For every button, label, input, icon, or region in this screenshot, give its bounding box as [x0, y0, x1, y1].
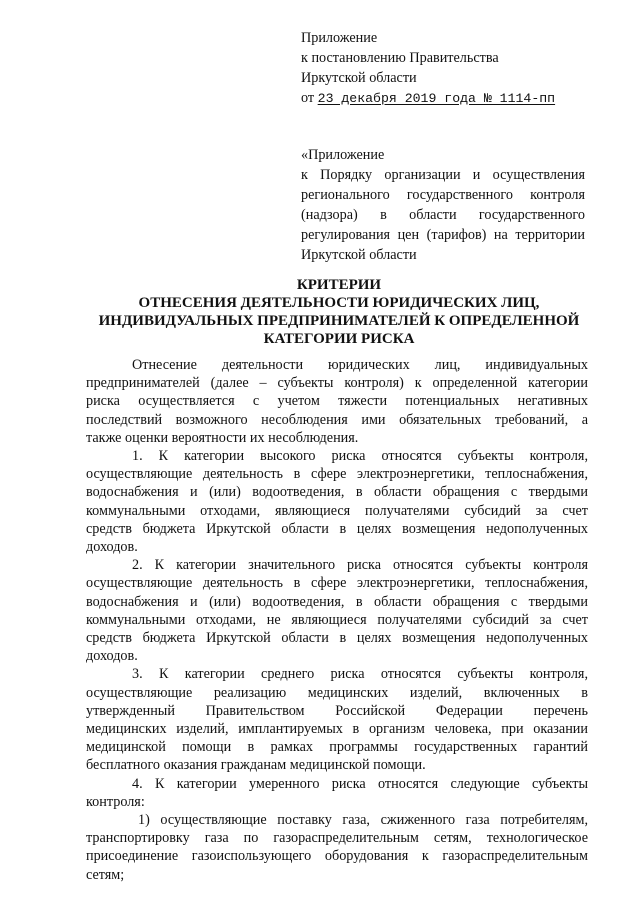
document-body: [86, 356, 588, 884]
appendix2-line: к Порядку организации и осуществления: [301, 167, 585, 183]
title-line: КАТЕГОРИИ РИСКА: [263, 331, 415, 347]
appendix-line: Приложение: [301, 30, 378, 46]
text-line: водоснабжения и (или) водоотведения, в области обращения с твердыми: [86, 484, 588, 501]
text-line: предпринимателей (далее – субъекты контроля) к определенной категории: [86, 375, 588, 392]
paragraph-intro: [86, 356, 588, 447]
text-line: присоединение газоиспользующего оборудования к газораспределительным: [86, 848, 588, 865]
text-line: доходов.: [86, 648, 138, 665]
text-line: осуществляющие реализацию медицинских изделий, включенных в: [86, 684, 588, 701]
document-title: [86, 276, 592, 348]
appendix2-line: (надзора) в области государственного: [301, 207, 585, 223]
text-line: водоснабжения и (или) водоотведения, в области обращения с твердыми: [86, 593, 588, 610]
title-line: ОТНЕСЕНИЯ ДЕЯТЕЛЬНОСТИ ЮРИДИЧЕСКИХ ЛИЦ,: [138, 295, 540, 311]
appendix-line: к постановлению Правительства: [301, 50, 499, 66]
appendix2-line: регулирования цен (тарифов) на территории: [301, 227, 585, 243]
text-line: коммунальными отходами, являющиеся получателями субсидий за счет: [86, 502, 588, 519]
date-prefix: от: [301, 90, 315, 106]
appendix-line: Иркутской области: [301, 70, 417, 86]
paragraph-2: [86, 556, 588, 665]
paragraph-4-item-1: [86, 811, 588, 884]
appendix-to-order: [301, 145, 585, 265]
appendix2-line: «Приложение: [301, 147, 385, 163]
text-line: риска осуществляется с учетом тяжести потенциальных негативных: [86, 393, 588, 410]
text-line: осуществляющие деятельность в сфере электроэнергетики, теплоснабжения,: [86, 466, 588, 483]
text-line: 1. К категории высокого риска относятся субъекты контроля,: [132, 448, 588, 465]
appendix-header: [301, 28, 601, 109]
text-line: коммунальными отходами, не являющиеся получателями субсидий за счет: [86, 611, 588, 628]
text-line: 2. К категории значительного риска относятся субъекты контроля: [132, 557, 588, 574]
paragraph-3: [86, 665, 588, 774]
text-line: также оценки вероятности их несоблюдения.: [86, 429, 359, 446]
text-line: средств бюджета Иркутской области в целях возмещения недополученных: [86, 520, 588, 537]
decree-date-line: [301, 88, 601, 109]
text-line: 4. К категории умеренного риска относятся следующие субъекты: [132, 775, 588, 792]
text-line: сетям;: [86, 866, 125, 883]
decree-number: 23 декабря 2019 года № 1114-пп: [317, 91, 556, 106]
text-line: бесплатного оказания гражданам медицинской помощи.: [86, 757, 426, 774]
text-line: Отнесение деятельности юридических лиц, индивидуальных: [132, 357, 588, 373]
text-line: медицинской помощи в рамках программы государственных гарантий: [86, 739, 588, 756]
text-line: утвержденный Правительством Российской Федерации перечень: [86, 702, 588, 719]
text-line: транспортировку газа по газораспределительным сетям, технологическое: [86, 830, 588, 847]
text-line: средств бюджета Иркутской области в целях возмещения недополученных: [86, 630, 588, 647]
text-line: доходов.: [86, 539, 138, 556]
text-line: 3. К категории среднего риска относятся субъекты контроля,: [132, 666, 588, 683]
text-line: последствий возможного несоблюдения ими обязательных требований, а: [86, 411, 588, 428]
text-line: осуществляющие деятельность в сфере электроэнергетики, теплоснабжения,: [86, 575, 588, 592]
text-line: 1) осуществляющие поставку газа, сжиженного газа потребителям,: [138, 812, 588, 829]
paragraph-1: [86, 447, 588, 556]
appendix2-line: Иркутской области: [301, 247, 417, 263]
title-line: ИНДИВИДУАЛЬНЫХ ПРЕДПРИНИМАТЕЛЕЙ К ОПРЕДЕЛЕННОЙ: [98, 313, 580, 329]
appendix2-line: регионального государственного контроля: [301, 187, 585, 203]
text-line: медицинских изделий, имплантируемых в организм человека, при оказании: [86, 721, 588, 738]
paragraph-4: [86, 775, 588, 811]
text-line: контроля:: [86, 793, 145, 810]
title-line: КРИТЕРИИ: [296, 277, 382, 293]
